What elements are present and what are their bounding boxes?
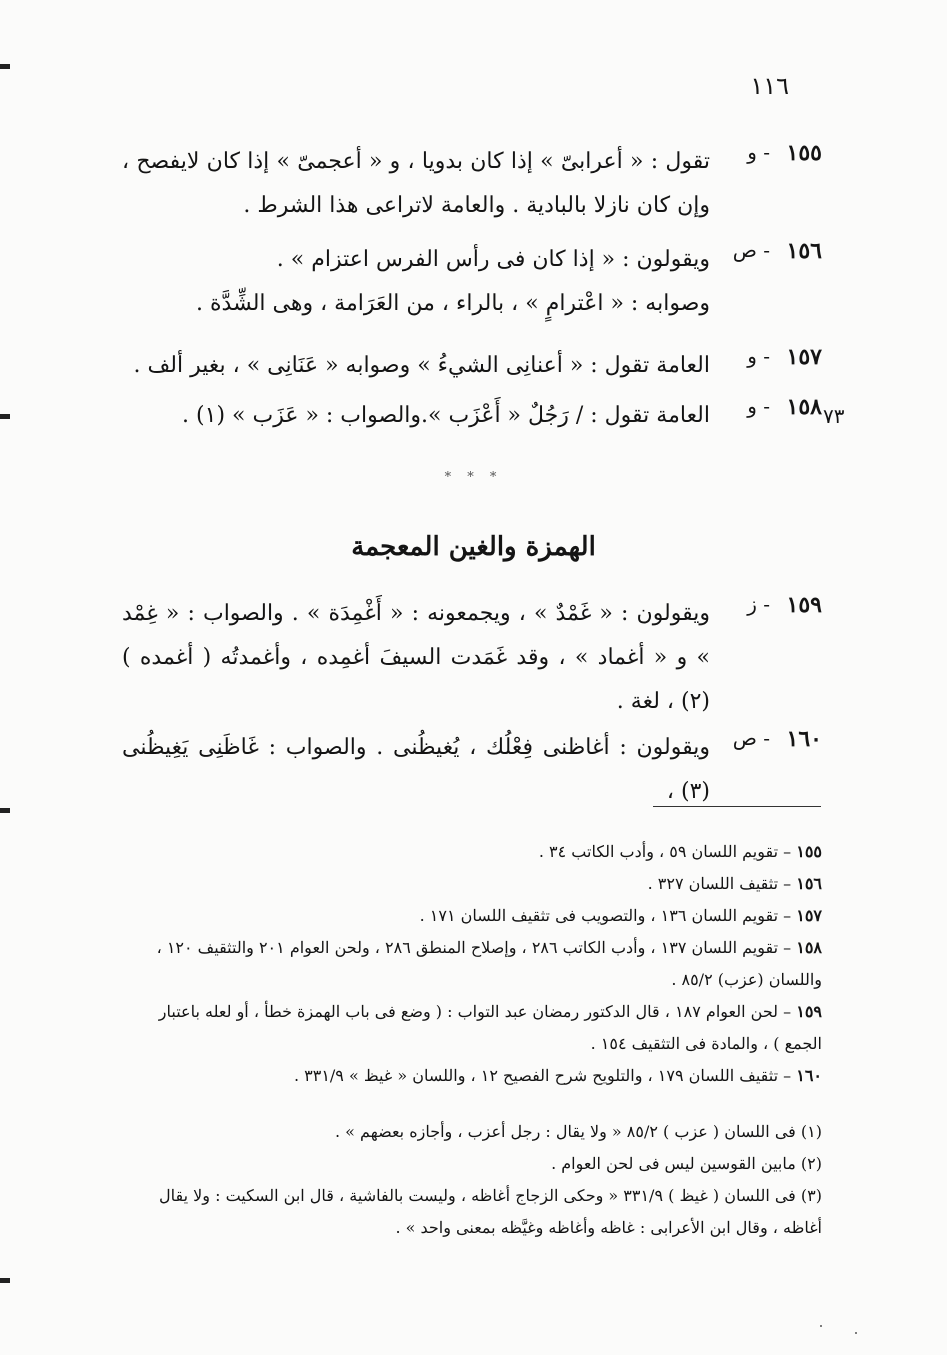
source-note <box>122 900 822 932</box>
entry-number: ١٥٨ <box>786 394 822 420</box>
footnotes <box>122 1116 822 1244</box>
entry-text: وصوابه : « اعْترامٍ » ، بالراء ، من العَرَامة ، وهى الشِّدَّة . <box>196 291 710 316</box>
footnote-divider <box>653 806 821 807</box>
entry-160 <box>122 726 822 814</box>
source-note <box>122 932 822 996</box>
entry-157 <box>122 344 822 388</box>
scan-edge-mark <box>0 808 10 813</box>
source-note <box>122 836 822 868</box>
margin-page-reference: ٧٣ <box>823 404 845 428</box>
source-note <box>122 996 822 1060</box>
entry-156 <box>122 238 822 326</box>
entry-text: ويقولون : « إذا كان فى رأس الفرس اعتزام » . <box>276 247 710 272</box>
entry-text: ويقولون : « غَمْدٌ » ، ويجمعونه : « أَغْمِدَة » . والصواب : « غِمْد » و « أغماد » ، وقد غَمَدت السيفَ أغمِده ، وأغمدتُه ( أغمده ) (٢) ، لغة . <box>122 601 710 714</box>
scan-speck <box>855 1332 857 1334</box>
entry-number: ١٥٦ <box>786 238 822 264</box>
source-notes <box>122 836 822 1092</box>
entry-159 <box>122 592 822 724</box>
section-title: الهمزة والغين المعجمة <box>351 532 596 562</box>
entry-text: تقول : « أعرابىّ » إذا كان بدويا ، و « أعجمىّ » إذا كان لايفصح ، وإن كان نازلا بالبادية . والعامة لاتراعى هذا الشرط . <box>122 149 710 218</box>
scan-edge-mark <box>0 64 10 69</box>
scan-edge-mark <box>0 1278 10 1283</box>
source-note-text: – تقويم اللسان ٥٩ ، وأدب الكاتب ٣٤ . <box>538 842 792 861</box>
scan-speck <box>820 1325 822 1327</box>
entry-source-tag: - ص <box>732 726 770 750</box>
entry-text: العامة تقول : / رَجُلٌ « أَعْزَب ».والصواب : « عَزَب » (١) . <box>182 403 710 428</box>
footnote: (١) فى اللسان ( عزب ) ٨٥/٢ « ولا يقال : رجل أعزب ، وأجازه بعضهم » . <box>335 1122 822 1141</box>
entry-source-tag: - ز <box>747 592 770 616</box>
entry-158 <box>122 394 822 438</box>
scan-edge-mark <box>0 414 10 419</box>
entry-source-tag: - و <box>747 394 770 418</box>
entry-text: ويقولون : أغاظنى فِعْلُك ، يُغيظُنى . والصواب : غَاظَنِى يَغِيظُنى (٣) ، <box>122 735 710 804</box>
entry-source-tag: - ص <box>732 238 770 262</box>
source-note-number: ١٥٩ <box>796 1002 822 1021</box>
entry-source-tag: - و <box>747 140 770 164</box>
source-note-text: – تقويم اللسان ١٣٧ ، وأدب الكاتب ٢٨٦ ، وإصلاح المنطق ٢٨٦ ، ولحن العوام ٢٠١ والتثقيف ١٢٠ ، واللسان (عزب) ٨٥/٢ . <box>156 938 822 989</box>
source-note-number: ١٥٨ <box>796 938 822 957</box>
source-note-number: ١٦٠ <box>796 1066 822 1085</box>
source-note-text: – تثقيف اللسان ٣٢٧ . <box>647 874 792 893</box>
source-note-number: ١٥٦ <box>796 874 822 893</box>
entry-number: ١٥٥ <box>786 140 822 166</box>
source-note <box>122 1060 822 1092</box>
footnote: (٣) فى اللسان ( غيظ ) ٣٣١/٩ « وحكى الزجاج أغاظه ، وليست بالفاشية ، قال ابن السكيت : ولا يقال أغاظه ، وقال ابن الأعرابى : غاظه وأغاظه وغيَّظه بمعنى واحد » . <box>159 1186 822 1237</box>
section-separator: * * * <box>444 470 503 485</box>
entry-number: ١٥٧ <box>786 344 822 370</box>
source-note-number: ١٥٧ <box>796 906 822 925</box>
footnote: (٢) مابين القوسين ليس فى لحن العوام . <box>551 1154 822 1173</box>
source-note <box>122 868 822 900</box>
source-note-text: – تثقيف اللسان ١٧٩ ، والتلويح شرح الفصيح ١٢ ، واللسان « غيظ » ٣٣١/٩ . <box>293 1066 792 1085</box>
entry-155 <box>122 140 822 228</box>
entry-text: العامة تقول : « أعنانِى الشيءُ » وصوابه « عَنَانِى » ، بغير ألف . <box>133 353 710 378</box>
entry-source-tag: - و <box>747 344 770 368</box>
source-note-number: ١٥٥ <box>796 842 822 861</box>
entry-number: ١٥٩ <box>786 592 822 618</box>
entry-number: ١٦٠ <box>786 726 822 752</box>
source-note-text: – لحن العوام ١٨٧ ، قال الدكتور رمضان عبد التواب : ( وضع فى باب الهمزة خطأ ، أو لعله باعتبار الجمع ) ، والمادة فى التثقيف ١٥٤ . <box>158 1002 822 1053</box>
page-number: ١١٦ <box>750 72 789 100</box>
source-note-text: – تقويم اللسان ١٣٦ ، والتصويب فى تثقيف اللسان ١٧١ . <box>419 906 792 925</box>
